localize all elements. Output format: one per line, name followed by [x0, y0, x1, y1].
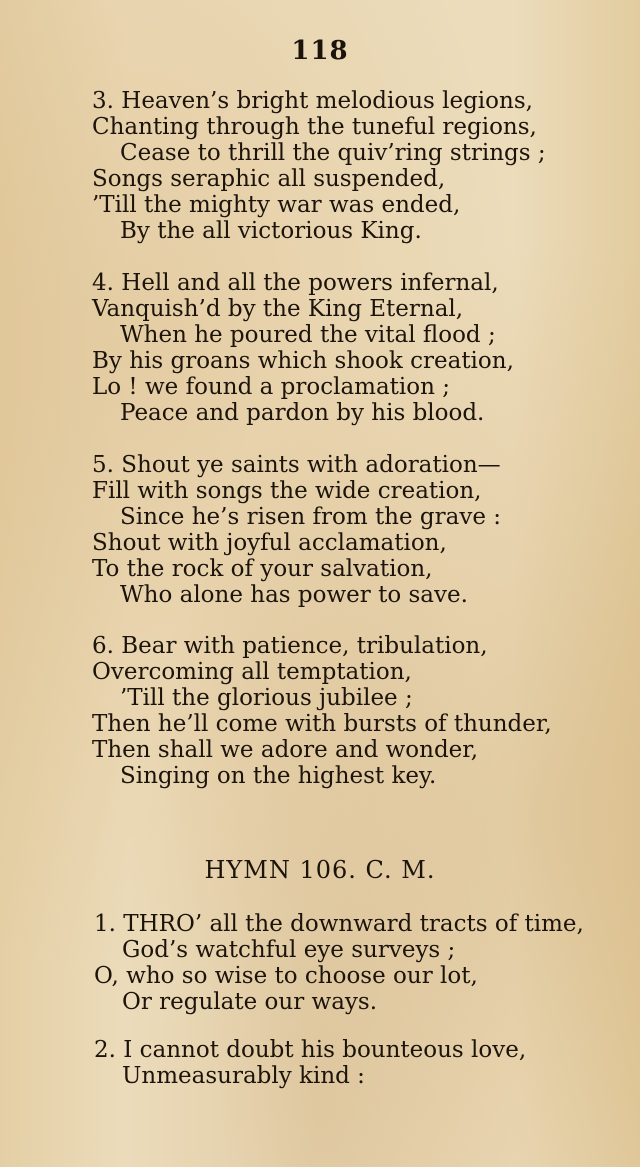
verse-line: Since he’s risen from the grave :: [120, 504, 502, 530]
hymn-title: HYMN 106. C. M.: [204, 856, 436, 884]
verse-line: Who alone has power to save.: [120, 582, 468, 608]
verse-line: Lo ! we found a proclamation ;: [92, 374, 450, 400]
verse-line: 5. Shout ye saints with adoration—: [92, 452, 501, 478]
verse-line: When he poured the vital flood ;: [120, 322, 496, 348]
verse-line: 6. Bear with patience, tribulation,: [92, 633, 488, 659]
verse-line: Then he’ll come with bursts of thunder,: [92, 711, 552, 737]
verse-4: [92, 270, 622, 426]
verse-line: By his groans which shook creation,: [92, 348, 514, 374]
verse-line: Overcoming all temptation,: [92, 659, 412, 685]
verse-line: 3. Heaven’s bright melodious legions,: [92, 88, 533, 114]
verse-line: ’Till the glorious jubilee ;: [120, 685, 413, 711]
verse-line: ’Till the mighty war was ended,: [92, 192, 461, 218]
hymn-106-verse-2: [94, 1037, 624, 1089]
verse-line: By the all victorious King.: [120, 218, 422, 244]
verse-6: [92, 633, 622, 789]
verse-line: To the rock of your salvation,: [92, 556, 433, 582]
verse-5: [92, 452, 622, 608]
verse-line: Vanquish’d by the King Eternal,: [92, 296, 464, 322]
verse-3: [92, 88, 622, 244]
verse-line: 2. I cannot doubt his bounteous love,: [94, 1037, 527, 1063]
verse-line: Fill with songs the wide creation,: [92, 478, 482, 504]
verse-line: Or regulate our ways.: [122, 989, 378, 1015]
verse-line: Unmeasurably kind :: [122, 1063, 365, 1089]
verse-line: Then shall we adore and wonder,: [92, 737, 479, 763]
verse-line: God’s watchful eye surveys ;: [122, 937, 456, 963]
verse-line: O, who so wise to choose our lot,: [94, 963, 478, 989]
verse-line: 1. THRO’ all the downward tracts of time,: [94, 911, 584, 937]
verse-line: 4. Hell and all the powers infernal,: [92, 270, 499, 296]
page-number: 118: [291, 36, 349, 66]
verse-line: Cease to thrill the quiv’ring strings ;: [120, 140, 546, 166]
verse-line: Singing on the highest key.: [120, 763, 437, 789]
verse-line: Shout with joyful acclamation,: [92, 530, 447, 556]
verse-line: Chanting through the tuneful regions,: [92, 114, 537, 140]
hymn-106-verse-1: [94, 911, 624, 1015]
verse-line: Peace and pardon by his blood.: [120, 400, 485, 426]
verse-line: Songs seraphic all suspended,: [92, 166, 446, 192]
